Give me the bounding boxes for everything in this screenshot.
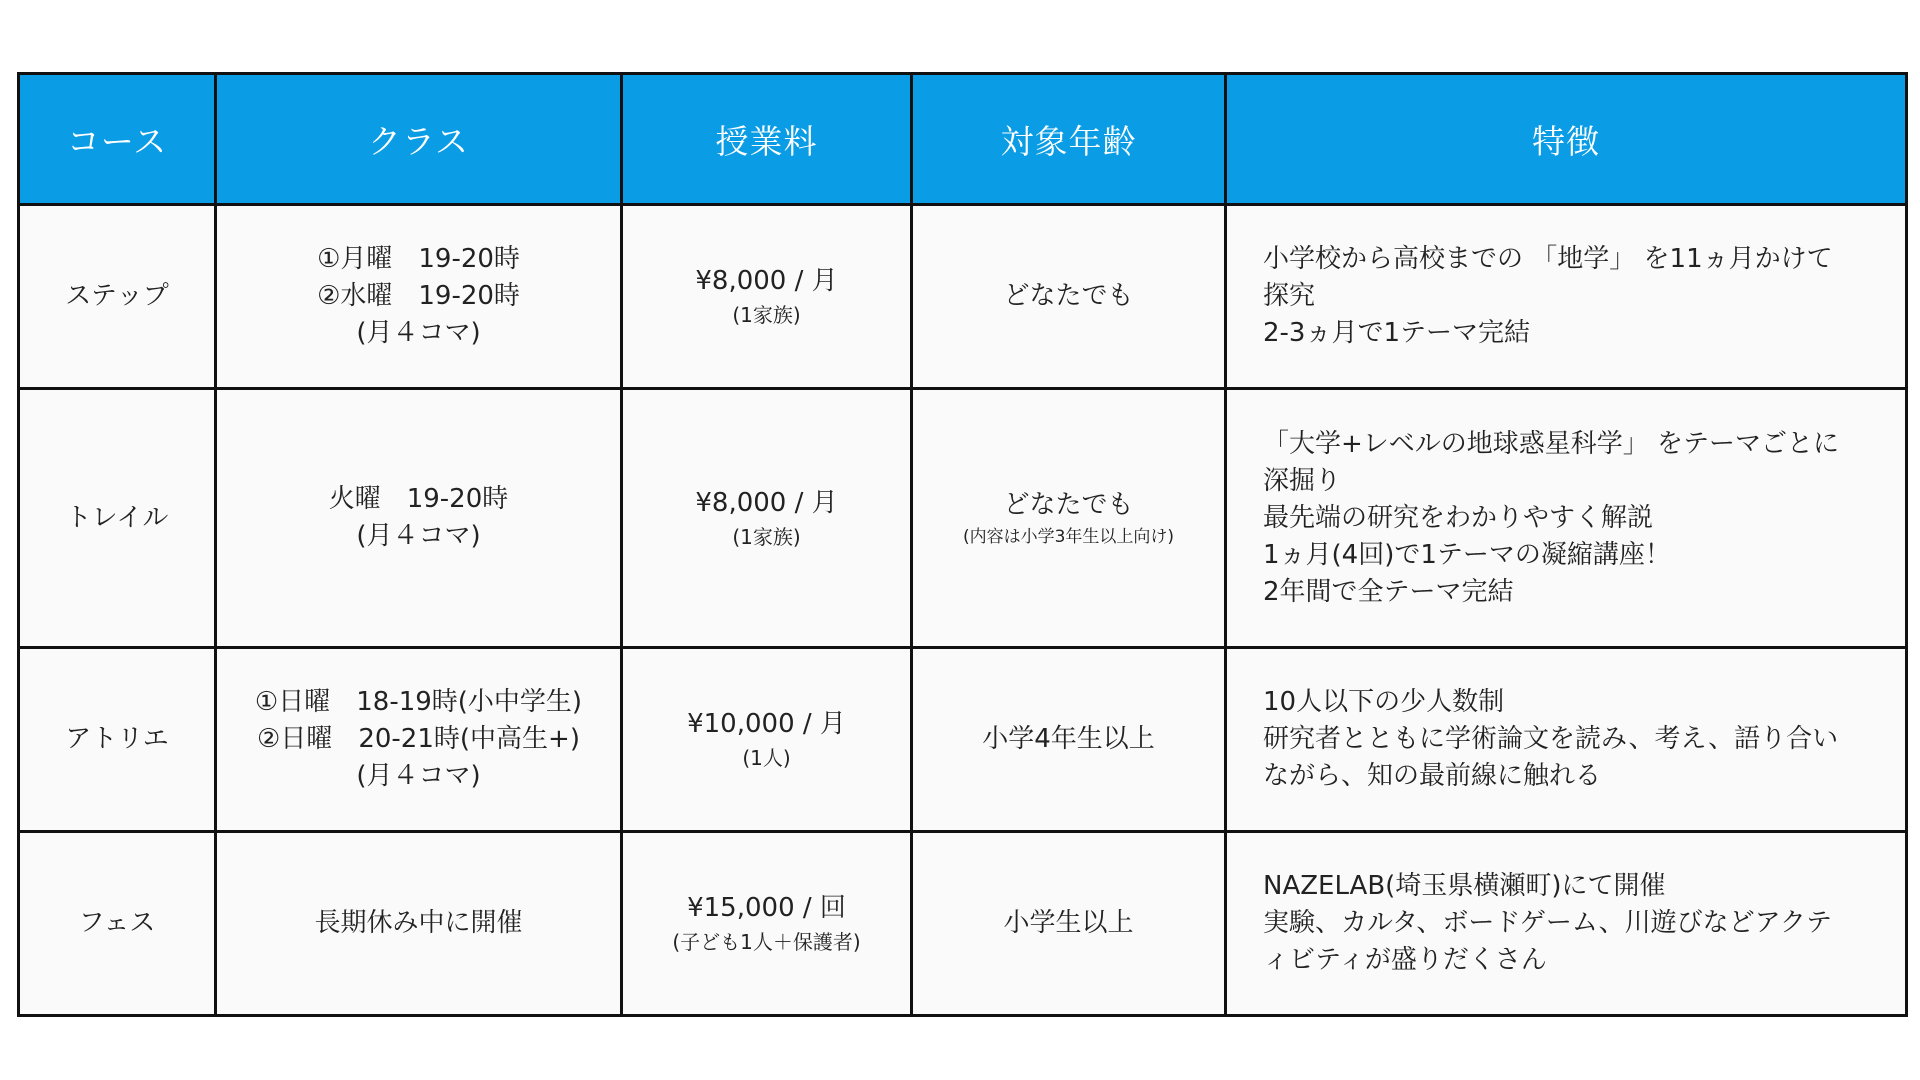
age-target: 小学生以上 [1003,908,1134,938]
feature-line: ィビティが盛りだくさん [1263,945,1547,975]
course-name: ステップ [19,205,216,389]
class-schedule [216,648,622,832]
features-cell [1226,832,1907,1016]
fee-amount: ¥8,000 / 月 [695,487,838,518]
course-name: トレイル [19,389,216,648]
age-cell [912,389,1226,648]
table-row [19,389,1907,648]
class-line: 火曜 19-20時 [328,484,509,514]
feature-line: 2-3ヵ月で1テーマ完結 [1263,318,1531,348]
header-age: 対象年齢 [912,74,1226,205]
class-line: ①日曜 18-19時(小中学生) [254,687,583,717]
feature-line: 小学校から高校までの 「地学」 を11ヵ月かけて [1263,244,1833,274]
header-fee: 授業料 [622,74,912,205]
class-schedule [216,832,622,1016]
age-note: (内容は小学3年生以上向け) [962,526,1175,547]
feature-line: 「大学+レベルの地球惑星科学」 をテーマごとに [1263,428,1840,459]
age-target: 小学4年生以上 [982,724,1155,754]
features-cell [1226,389,1907,648]
age-target: どなたでも [1003,489,1134,520]
fee-cell [622,832,912,1016]
table-row [19,205,1907,389]
table-row [19,648,1907,832]
feature-line: NAZELAB(埼玉県横瀬町)にて開催 [1263,871,1666,901]
age-cell [912,648,1226,832]
feature-line: 2年間で全テーマ完結 [1263,576,1514,607]
class-line: (月４コマ) [356,761,481,791]
class-schedule [216,389,622,648]
fee-cell [622,205,912,389]
age-cell [912,832,1226,1016]
feature-line: 探究 [1263,281,1316,311]
course-table [17,72,1908,1017]
fee-amount: ¥10,000 / 月 [687,709,846,739]
fee-note: (1人) [742,746,791,770]
age-cell [912,205,1226,389]
class-line: ②日曜 20-21時(中高生+) [257,724,580,754]
feature-line: 深掘り [1263,465,1342,496]
class-line: ①月曜 19-20時 [317,244,520,274]
feature-line: ながら、知の最前線に触れる [1263,761,1602,791]
header-course: コース [19,74,216,205]
class-line: (月４コマ) [356,318,481,348]
class-line: ②水曜 19-20時 [317,281,520,311]
fee-note: (1家族) [732,524,801,549]
table-header-row [19,74,1907,205]
age-target: どなたでも [1003,281,1134,311]
feature-line: 実験、カルタ、ボードゲーム、川遊びなどアクテ [1263,908,1832,938]
feature-line: 最先端の研究をわかりやすく解説 [1263,502,1654,533]
course-name: アトリエ [19,648,216,832]
features-cell [1226,205,1907,389]
fee-amount: ¥8,000 / 月 [695,266,838,296]
fee-cell [622,389,912,648]
features-cell [1226,648,1907,832]
class-schedule [216,205,622,389]
feature-line: 1ヵ月(4回)で1テーマの凝縮講座！ [1263,539,1671,570]
class-line: 長期休み中に開催 [314,908,523,938]
fee-amount: ¥15,000 / 回 [687,893,846,923]
class-line: (月４コマ) [356,521,481,551]
header-features: 特徴 [1226,74,1907,205]
fee-note: (1家族) [732,303,801,327]
feature-line: 10人以下の少人数制 [1263,687,1505,717]
course-table-container [17,72,1905,1017]
course-name: フェス [19,832,216,1016]
fee-note: (子ども1人＋保護者) [672,930,861,954]
header-class: クラス [216,74,622,205]
feature-line: 研究者とともに学術論文を読み、考え、語り合い [1263,724,1839,754]
table-row [19,832,1907,1016]
fee-cell [622,648,912,832]
